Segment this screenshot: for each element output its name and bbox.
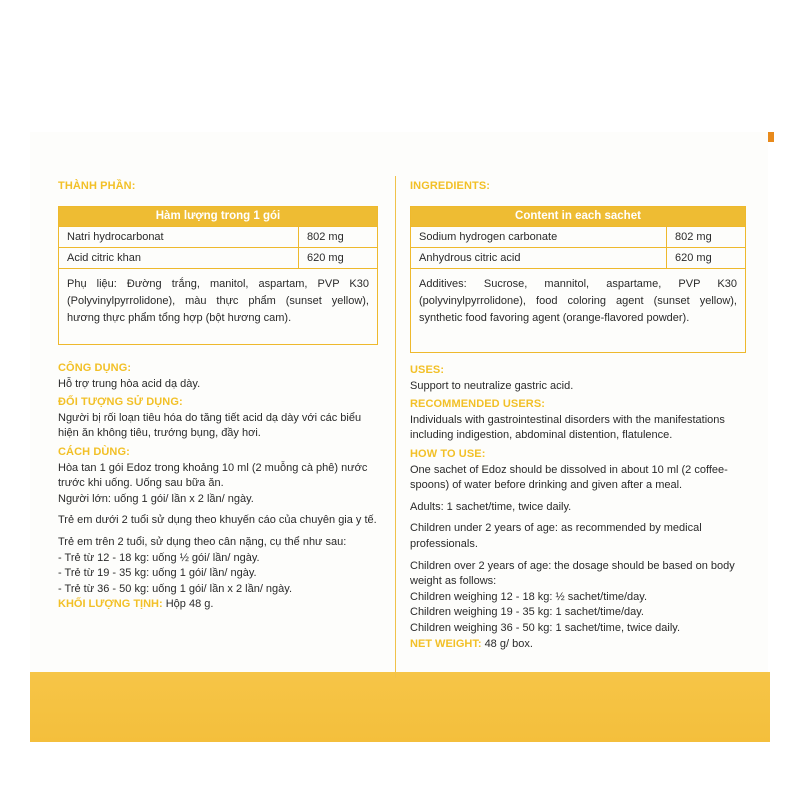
net-weight-vi <box>58 597 378 613</box>
table-row <box>59 226 377 247</box>
column-divider <box>395 176 396 678</box>
uses-text-en: Support to neutralize gastric acid. <box>410 379 574 392</box>
howto-line: Children weighing 36 - 50 kg: 1 sachet/time, twice daily. <box>410 621 681 634</box>
ingredient-name: Sodium hydrogen carbonate <box>411 227 667 247</box>
uses-text-vi: Hỗ trợ trung hòa acid dạ dày. <box>58 377 201 390</box>
ingredients-table-en <box>410 206 746 353</box>
howto-line: One sachet of Edoz should be dissolved in about 10 ml (2 coffee-spoons) of water before drinking and given after a meal. <box>410 463 728 492</box>
users-title-vi: ĐỐI TƯỢNG SỬ DỤNG: <box>58 396 183 409</box>
howto-line: Adults: 1 sachet/time, twice daily. <box>410 500 572 513</box>
howto-line: Trẻ em trên 2 tuổi, sử dụng theo cân nặng, cụ thể như sau: <box>58 535 347 548</box>
ingredient-name: Natri hydrocarbonat <box>59 227 299 247</box>
box-edge-orange <box>768 132 774 142</box>
users-text-en: Individuals with gastrointestinal disorders with the manifestations including indigestion, abdominal distention, flatulence. <box>410 413 725 442</box>
howto-line: Trẻ em dưới 2 tuổi sử dụng theo khuyến cáo của chuyên gia y tế. <box>58 514 377 527</box>
weight-text-en: 48 g/ box. <box>484 637 533 650</box>
ingredient-name: Acid citric khan <box>59 248 299 268</box>
usage-section-vi <box>58 361 378 613</box>
table-row <box>59 247 377 268</box>
howto-line: Người lớn: uống 1 gói/ lần x 2 lần/ ngày. <box>58 492 254 505</box>
weight-title-vi: KHỐI LƯỢNG TỊNH: <box>58 598 163 611</box>
table-row <box>411 247 745 268</box>
english-column <box>410 180 746 652</box>
howto-line: - Trẻ từ 19 - 35 kg: uống 1 gói/ lần/ ngày. <box>58 567 257 580</box>
ingredient-value: 802 mg <box>307 231 344 243</box>
ingredient-value: 620 mg <box>675 252 712 264</box>
weight-title-en: NET WEIGHT: <box>410 637 482 650</box>
howto-line: Children over 2 years of age: the dosage should be based on body weight as follows: <box>410 559 735 588</box>
excipients-vi: Phụ liệu: Đường trắng, manitol, aspartam, PVP K30 (Polyvinylpyrrolidone), màu thực phẩm (sunset yellow), hương thực phẩm tổng hợp (bột hương cam). <box>59 268 377 344</box>
net-weight-en <box>410 637 746 653</box>
howto-title-en: HOW TO USE: <box>410 447 486 460</box>
howto-line: Children weighing 12 - 18 kg: ½ sachet/time/day. <box>410 590 648 603</box>
howto-line: Children under 2 years of age: as recommended by medical professionals. <box>410 522 702 550</box>
excipients-en: Additives: Sucrose, mannitol, aspartame, PVP K30 (polyvinylpyrrolidone), food coloring agent (sunset yellow), synthetic food favoring agent (orange-flavored powder). <box>411 268 745 352</box>
ingredients-table-vi <box>58 206 378 345</box>
uses-title-vi: CÔNG DỤNG: <box>58 362 132 374</box>
vietnamese-column <box>58 180 378 613</box>
howto-line: - Trẻ từ 36 - 50 kg: uống 1 gói/ lần x 2 lần/ ngày. <box>58 582 293 595</box>
uses-title-en: USES: <box>410 364 445 376</box>
ingredient-name: Anhydrous citric acid <box>411 248 667 268</box>
table-row <box>411 226 745 247</box>
users-title-en: RECOMMENDED USERS: <box>410 398 546 411</box>
ingredient-value: 802 mg <box>675 231 712 243</box>
weight-text-vi: Hộp 48 g. <box>165 598 214 611</box>
howto-line: Children weighing 19 - 35 kg: 1 sachet/time/day. <box>410 606 644 619</box>
howto-line: Hòa tan 1 gói Edoz trong khoảng 10 ml (2 muỗng cà phê) nước trước khi uống. Uống sau bữa ăn. <box>58 461 368 490</box>
howto-line: - Trẻ từ 12 - 18 kg: uống ½ gói/ lần/ ngày. <box>58 551 260 564</box>
usage-section-en <box>410 363 746 652</box>
box-yellow-base <box>30 672 770 742</box>
ingredients-title-en: INGREDIENTS: <box>410 180 491 192</box>
ingredient-value: 620 mg <box>307 252 344 264</box>
howto-title-vi: CÁCH DÙNG: <box>58 445 130 458</box>
table-header-en: Content in each sachet <box>411 207 745 226</box>
table-header-vi: Hàm lượng trong 1 gói <box>59 207 377 226</box>
users-text-vi: Người bị rối loạn tiêu hóa do tăng tiết acid dạ dày với các biểu hiện ăn không tiêu, trướng bụng, đầy hơi. <box>58 411 362 440</box>
ingredients-title-vi: THÀNH PHẦN: <box>58 180 136 192</box>
